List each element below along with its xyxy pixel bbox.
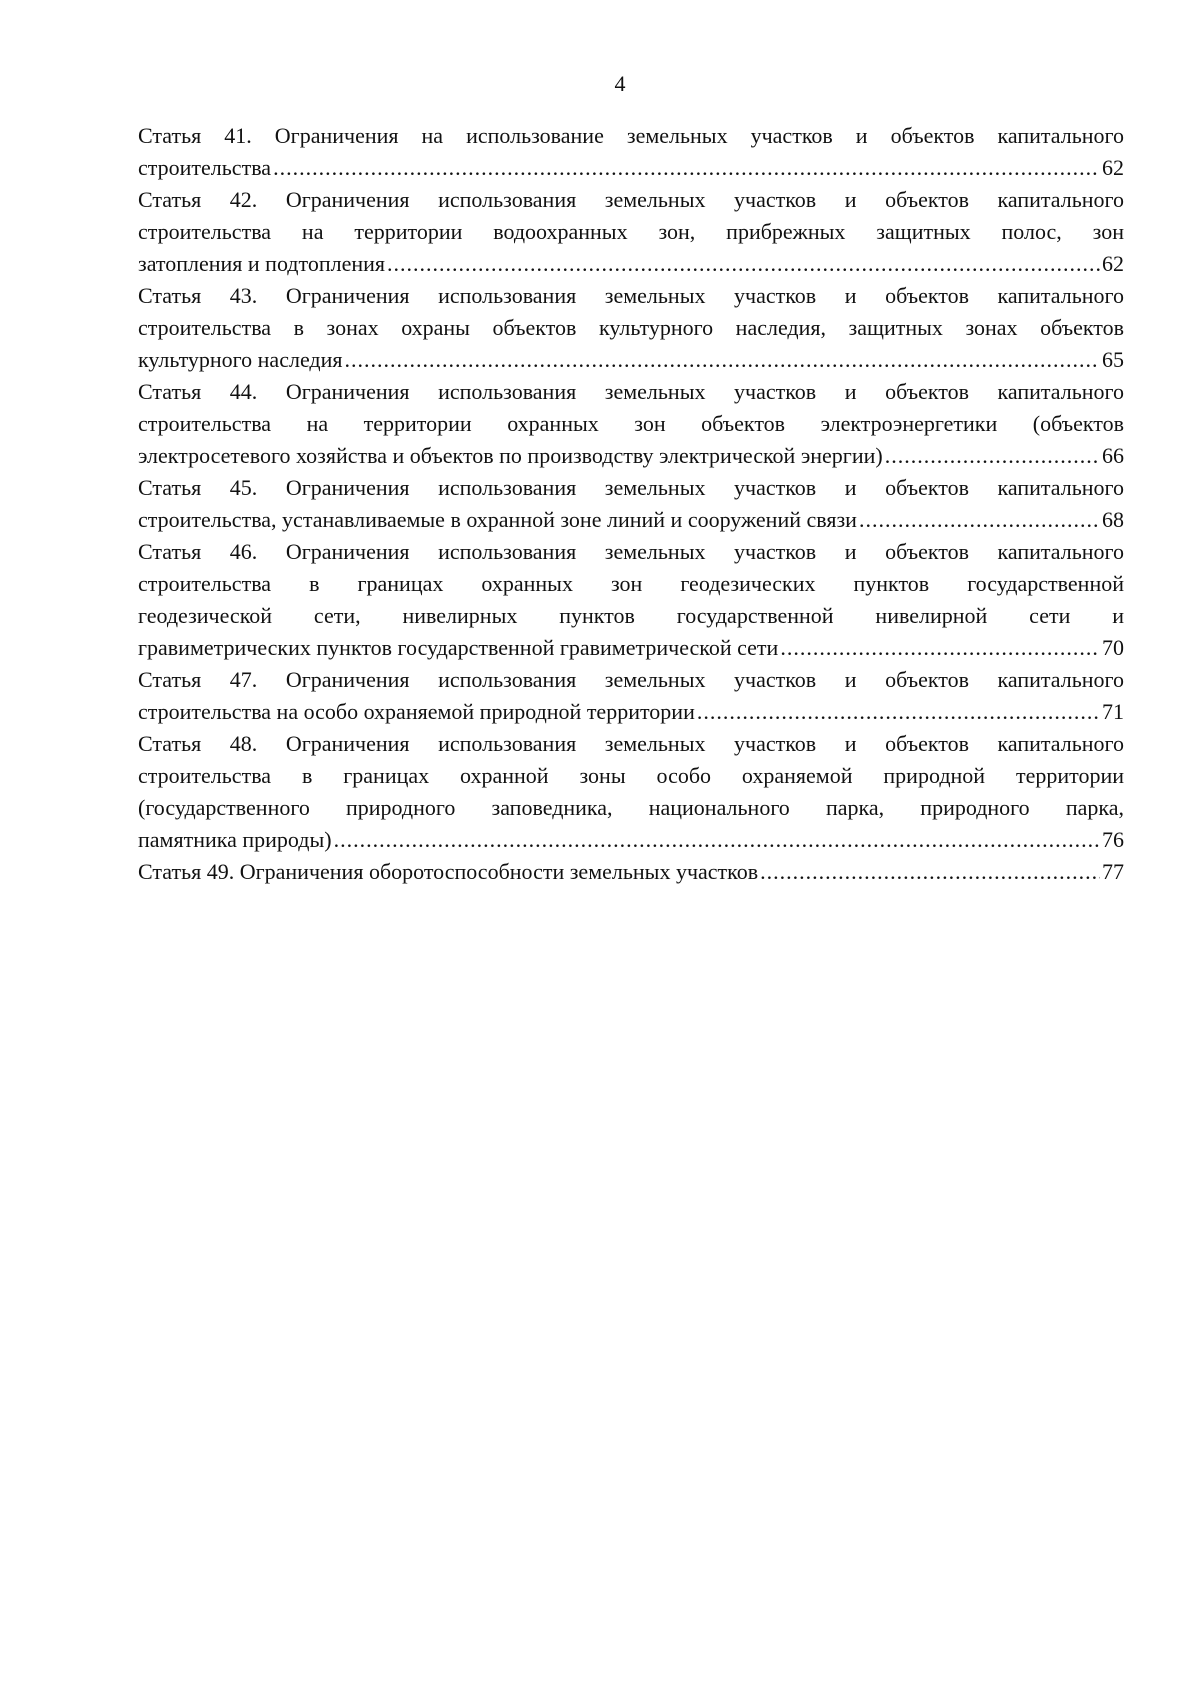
toc-line: Статья 42. Ограничения использования земельных участков и объектов капитального [138,187,1124,212]
toc-line: гравиметрических пунктов государственной гравиметрической сети [138,635,779,660]
toc-line: электросетевого хозяйства и объектов по производству электрической энергии) [138,443,883,468]
toc-page-number: 68 [1102,507,1124,532]
toc-line: Статья 48. Ограничения использования земельных участков и объектов капитального [138,731,1124,756]
page-number: 4 [614,71,626,96]
toc-last-line [138,696,1124,728]
toc-entry-article-45[interactable] [138,472,1124,536]
dot-leader [780,632,1100,664]
toc-line: строительства в границах охранной зоны особо охраняемой природной территории [138,763,1124,788]
toc-line: культурного наследия [138,347,343,372]
toc-line: строительства на территории охранных зон объектов электроэнергетики (объектов [138,411,1124,436]
toc-last-line [138,152,1124,184]
toc-line: памятника природы) [138,827,332,852]
dot-leader [345,344,1101,376]
toc-line: Статья 49. Ограничения оборотоспособности земельных участков [138,859,759,884]
toc-entry-article-47[interactable] [138,664,1124,728]
toc-entry-article-48[interactable] [138,728,1124,856]
dot-leader [760,856,1100,888]
dot-leader [273,152,1100,184]
table-of-contents [138,120,1124,888]
toc-last-line [138,856,1124,888]
dot-leader [859,504,1100,536]
toc-line: строительства [138,155,272,180]
toc-page-number: 71 [1102,699,1124,724]
toc-line: Статья 46. Ограничения использования земельных участков и объектов капитального [138,539,1124,564]
toc-line: Статья 41. Ограничения на использование земельных участков и объектов капитального [138,123,1124,148]
toc-entry-article-46[interactable] [138,536,1124,664]
toc-page-number: 66 [1102,443,1124,468]
toc-last-line [138,824,1124,856]
dot-leader [387,248,1100,280]
toc-last-line [138,632,1124,664]
toc-line: геодезической сети, нивелирных пунктов государственной нивелирной сети и [138,603,1124,628]
toc-last-line [138,440,1124,472]
toc-last-line [138,344,1124,376]
dot-leader [334,824,1100,856]
toc-page-number: 77 [1102,859,1124,884]
toc-line: строительства, устанавливаемые в охранной зоне линий и сооружений связи [138,507,857,532]
toc-line: (государственного природного заповедника, национального парка, природного парка, [138,795,1124,820]
toc-page-number: 62 [1102,251,1124,276]
toc-page-number: 65 [1102,347,1124,372]
toc-line: Статья 43. Ограничения использования земельных участков и объектов капитального [138,283,1124,308]
toc-line: Статья 47. Ограничения использования земельных участков и объектов капитального [138,667,1124,692]
toc-page-number: 76 [1102,827,1124,852]
toc-line: Статья 44. Ограничения использования земельных участков и объектов капитального [138,379,1124,404]
toc-entry-article-42[interactable] [138,184,1124,280]
toc-entry-article-41[interactable] [138,120,1124,184]
toc-entry-article-43[interactable] [138,280,1124,376]
dot-leader [697,696,1100,728]
toc-line: строительства в границах охранных зон геодезических пунктов государственной [138,571,1124,596]
toc-entry-article-49[interactable] [138,856,1124,888]
toc-last-line [138,248,1124,280]
toc-page-number: 62 [1102,155,1124,180]
dot-leader [885,440,1100,472]
toc-page-number: 70 [1102,635,1124,660]
toc-line: строительства на территории водоохранных зон, прибрежных защитных полос, зон [138,219,1124,244]
toc-line: Статья 45. Ограничения использования земельных участков и объектов капитального [138,475,1124,500]
toc-last-line [138,504,1124,536]
toc-entry-article-44[interactable] [138,376,1124,472]
toc-line: строительства на особо охраняемой природной территории [138,699,695,724]
toc-line: затопления и подтопления [138,251,386,276]
toc-line: строительства в зонах охраны объектов культурного наследия, защитных зонах объектов [138,315,1124,340]
